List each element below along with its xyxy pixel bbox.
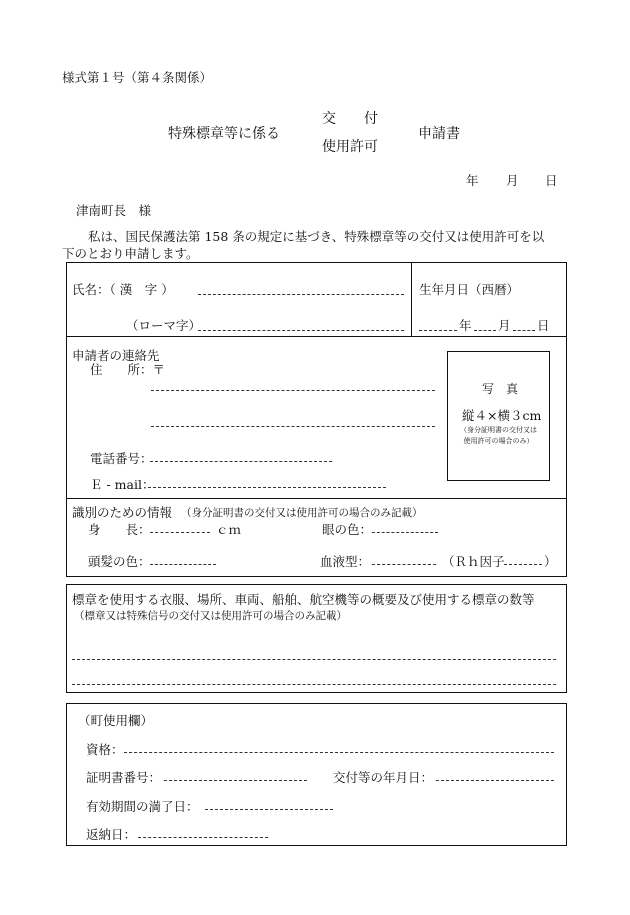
photo-note-1: （身分証明書の交付又は xyxy=(460,426,537,434)
id-note: （身分証明書の交付又は使用許可の場合のみ記載） xyxy=(181,507,423,519)
birth-day-label: 日 xyxy=(537,318,550,333)
usage-field-line-2[interactable] xyxy=(72,684,556,685)
addressee: 津南町長 様 xyxy=(76,203,152,218)
phone-label: 電話番号： xyxy=(90,451,153,466)
cert-number-field[interactable] xyxy=(164,780,307,781)
address-field-line-2[interactable] xyxy=(151,426,435,427)
address-field-line-1[interactable] xyxy=(151,390,435,391)
name-romaji-field[interactable] xyxy=(198,330,404,331)
name-kanji-field[interactable] xyxy=(198,294,404,295)
hair-color-label: 頭髪の色： xyxy=(88,554,151,569)
hair-color-field[interactable] xyxy=(150,564,216,565)
contact-heading: 申請者の連絡先 xyxy=(72,348,160,363)
blood-type-label: 血液型： xyxy=(320,554,371,569)
title-suffix: 申請書 xyxy=(418,126,460,142)
blood-type-field[interactable] xyxy=(372,564,436,565)
date-day: 日 xyxy=(545,173,558,188)
eye-color-field[interactable] xyxy=(372,532,438,533)
usage-heading: 標章を使用する衣服、場所、車両、船舶、航空機等の概要及び使用する標章の数等 xyxy=(72,592,535,607)
intro-line-2: 下のとおり申請します。 xyxy=(62,246,199,261)
name-kanji-label: 氏名：（ 漢 字 ） xyxy=(72,282,174,297)
issue-date-label: 交付等の年月日： xyxy=(333,770,434,785)
birth-date-label: 生年月日（西暦） xyxy=(419,282,520,297)
title-option-permit: 使用許可 xyxy=(322,139,378,155)
usage-note: （標章又は特殊信号の交付又は使用許可の場合のみ記載） xyxy=(74,610,347,622)
name-birth-divider xyxy=(411,263,412,336)
birth-year-label: 年 xyxy=(459,318,472,333)
photo-title: 写 真 xyxy=(482,382,519,396)
divider-contact-id xyxy=(67,498,566,499)
return-date-label: 返納日： xyxy=(86,827,137,842)
phone-field[interactable] xyxy=(150,461,332,462)
email-label: Ｅ - mail： xyxy=(90,477,155,492)
birth-year-field[interactable] xyxy=(419,330,457,331)
qualification-label: 資格： xyxy=(86,742,124,757)
town-use-heading: （町使用欄） xyxy=(78,713,154,728)
date-year: 年 xyxy=(466,173,479,188)
intro-line-1: 私は、国民保護法第 158 条の規定に基づき、特殊標章等の交付又は使用許可を以 xyxy=(88,229,545,244)
expiry-date-field[interactable] xyxy=(205,809,333,810)
cert-number-label: 証明書番号： xyxy=(86,770,162,785)
eye-color-label: 眼の色： xyxy=(322,522,373,537)
birth-month-field[interactable] xyxy=(474,330,496,331)
rh-factor-field[interactable] xyxy=(504,564,542,565)
id-heading: 識別のための情報 xyxy=(72,505,173,520)
address-label: 住 所：〒 xyxy=(90,362,166,377)
height-unit: ｃｍ xyxy=(216,522,242,537)
issue-date-field[interactable] xyxy=(436,780,554,781)
qualification-field[interactable] xyxy=(124,752,554,753)
photo-size: 縦４×横３cm xyxy=(462,408,542,423)
rh-factor-close: ） xyxy=(544,554,557,569)
birth-month-label: 月 xyxy=(498,318,511,333)
photo-note-2: 使用許可の場合のみ） xyxy=(463,437,534,445)
height-field[interactable] xyxy=(150,532,210,533)
birth-day-field[interactable] xyxy=(513,330,535,331)
usage-field-line-1[interactable] xyxy=(72,659,556,660)
divider-name-contact xyxy=(67,336,566,337)
title-option-issue: 交 付 xyxy=(322,111,378,127)
rh-factor-label: （Ｒｈ因子 xyxy=(442,554,505,569)
expiry-date-label: 有効期間の満了日： xyxy=(86,799,199,814)
date-month: 月 xyxy=(506,173,519,188)
height-label: 身 長： xyxy=(88,522,151,537)
email-field[interactable] xyxy=(148,487,386,488)
form-number: 様式第１号（第４条関係） xyxy=(62,70,213,85)
title-prefix: 特殊標章等に係る xyxy=(168,126,280,142)
name-romaji-label: （ローマ字） xyxy=(126,318,202,333)
return-date-field[interactable] xyxy=(138,837,268,838)
